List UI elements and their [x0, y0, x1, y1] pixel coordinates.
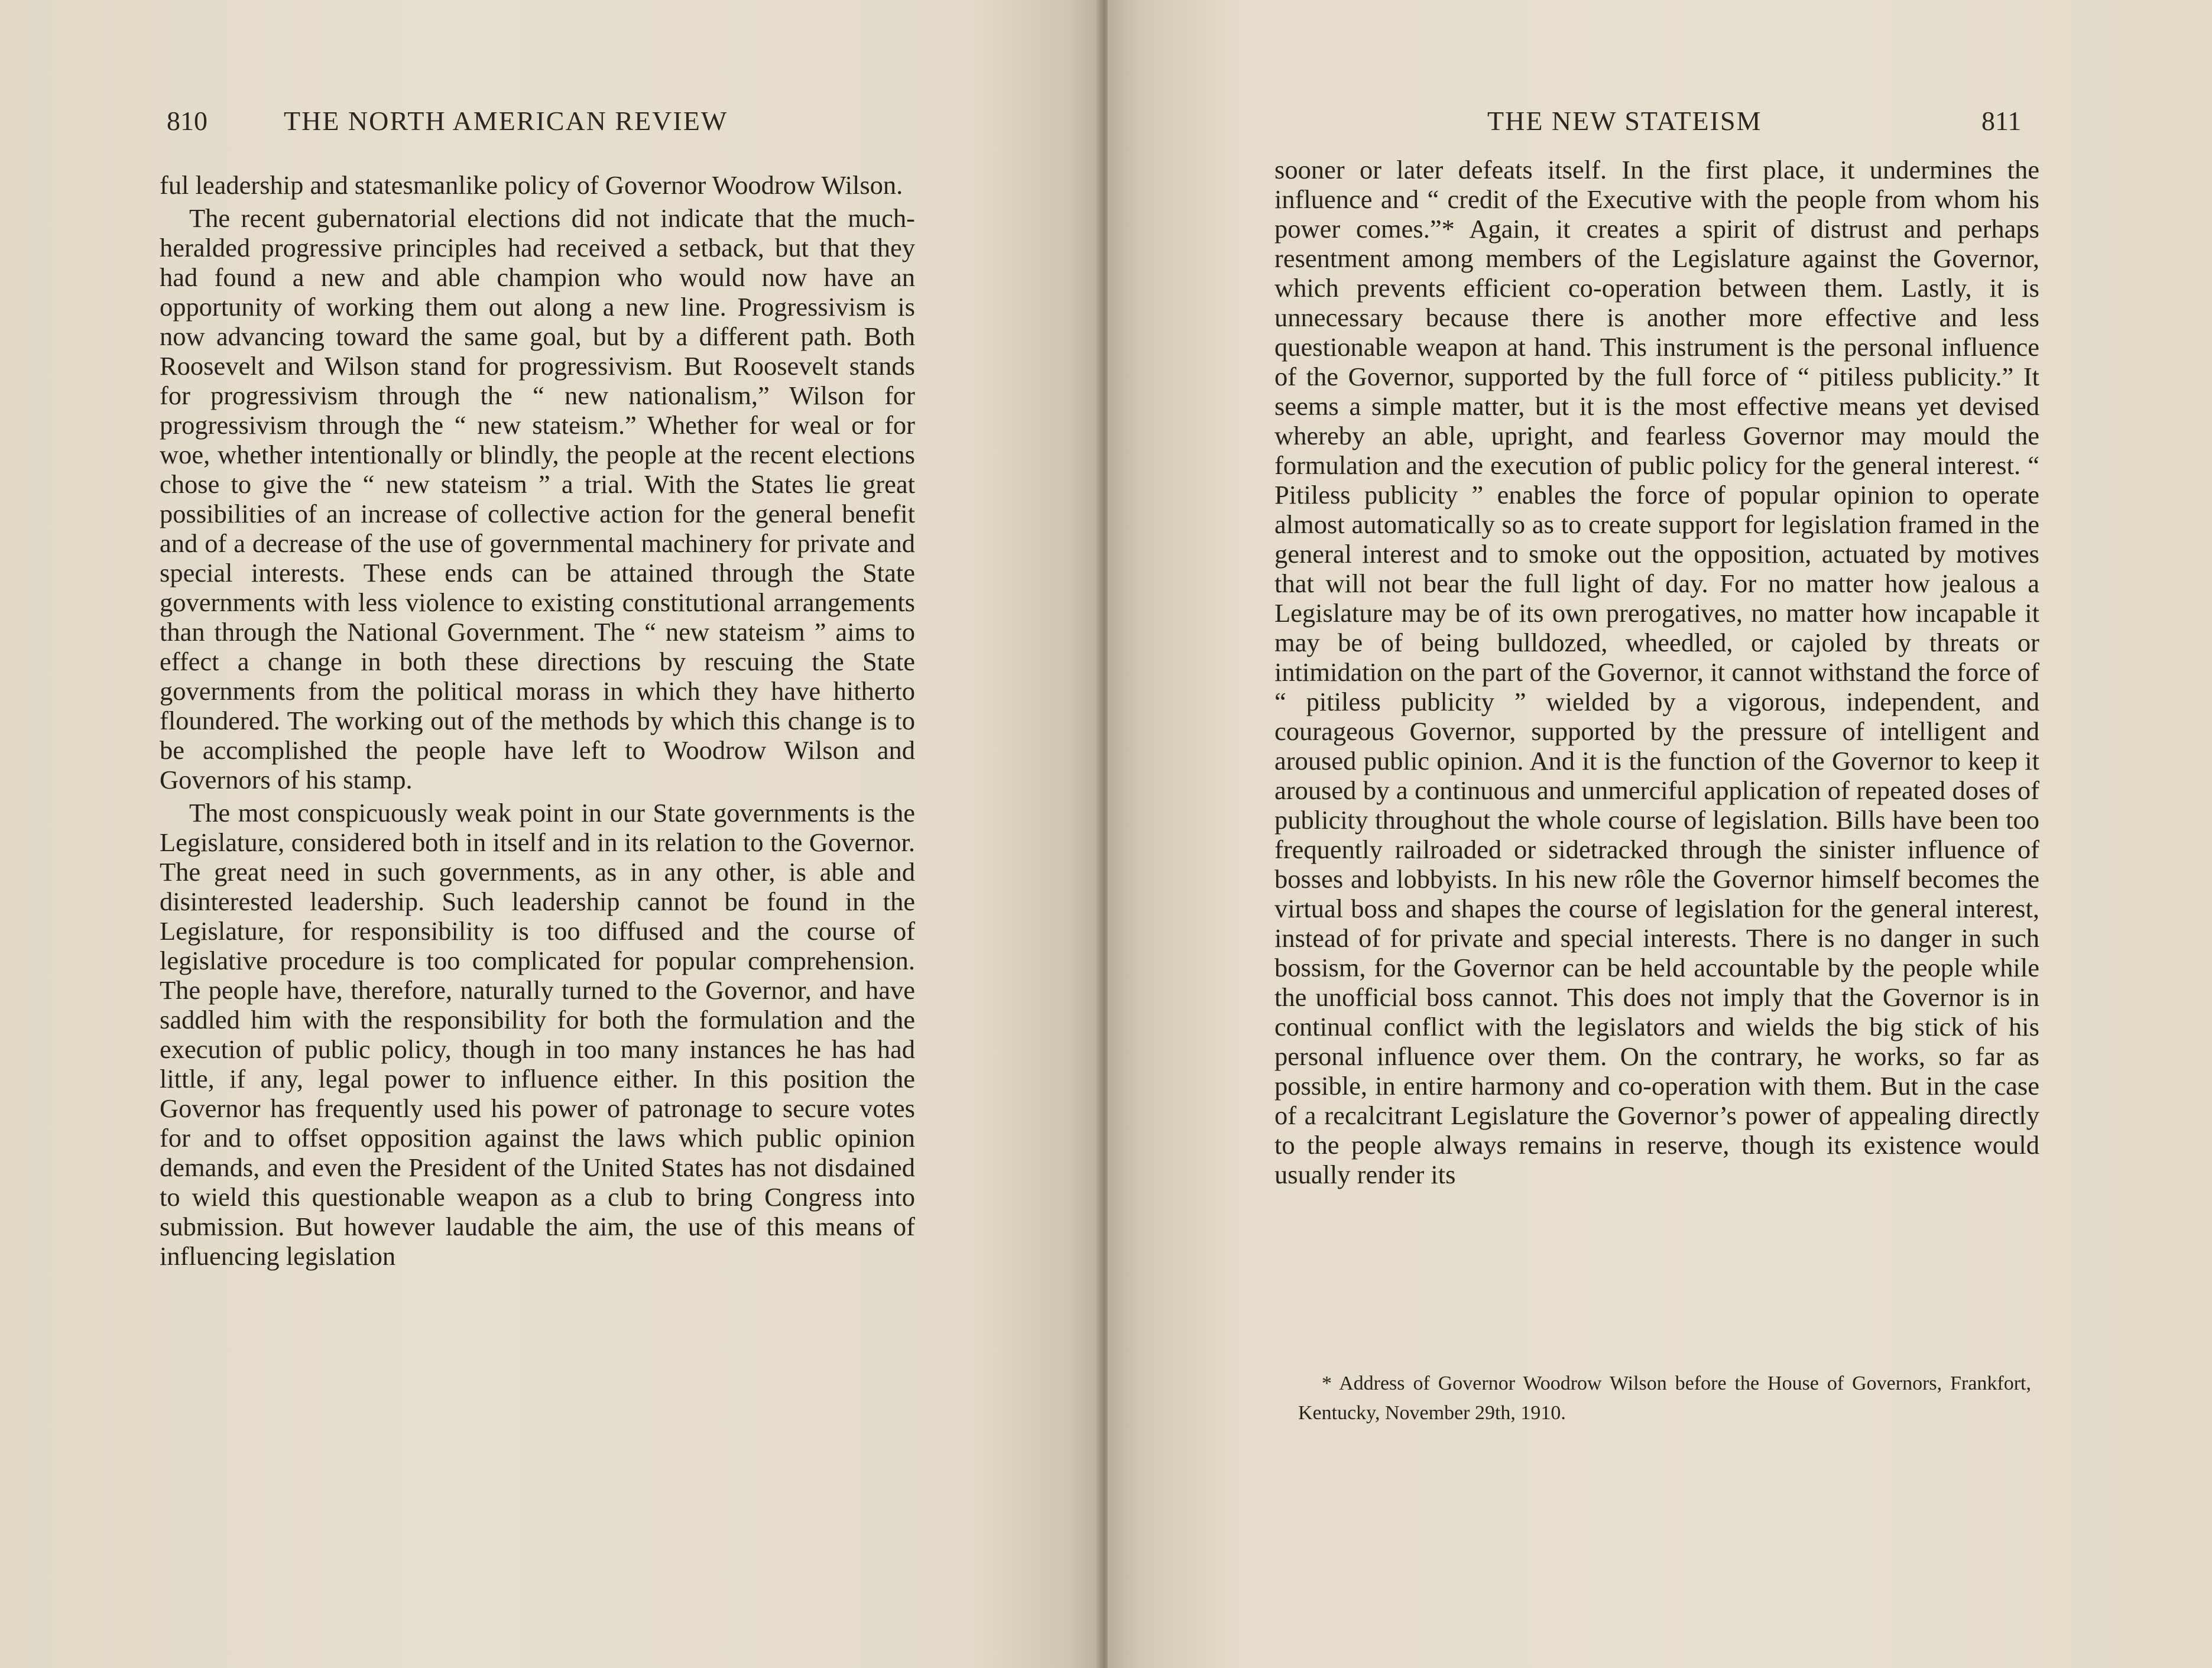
left-body-text	[160, 170, 915, 1271]
footnote: * Address of Governor Woodrow Wilson before the House of Governors, Frankfort, Kentucky, November 29th, 1910.	[1298, 1372, 2031, 1424]
paragraph: ful leadership and statesmanlike policy of Governor Woodrow Wilson.	[160, 170, 903, 200]
paragraph: The most conspicuously weak point in our State governments is the Legislature, considered both in itself and in its relation to the Governor. The great need in such governments, as in any other, is able and disinterested leadership. Such leadership cannot be found in the Legislature, for responsibility is too diffused and the course of legislative procedure is too complicated for popular comprehension. The people have, therefore, naturally turned to the Governor, and have saddled him with the responsibility for both the formulation and the execution of public policy, though in too many instances he has had little, if any, legal power to influence either. In this position the Governor has frequently used his power of patronage to secure votes for and to offset opposition against the laws which public opinion demands, and even the President of the United States has not disdained to wield this questionable weapon as a club to bring Congress into submission. But however laudable the aim, the use of this means of influencing legislation	[160, 798, 915, 1271]
right-page-number: 811	[1981, 106, 2022, 136]
right-page	[1108, 0, 2212, 1668]
paragraph: The recent gubernatorial elections did not indicate that the much-heralded progressive principles had received a setback, but that they had found a new and able champion who would now have an opportunity of working them out along a new line. Progressivism is now advancing toward the same goal, but by a different path. Both Roosevelt and Wilson stand for progressivism. But Roosevelt stands for progressivism through the “ new nationalism,” Wilson for progressivism through the “ new stateism.” Whether for weal or for woe, whether intentionally or blindly, the people at the recent elections chose to give the “ new stateism ” a trial. With the States lie great possibilities of an increase of collective action for the general benefit and of a decrease of the use of governmental machinery for private and special interests. These ends can be attained through the State governments with less violence to existing constitutional arrangements than through the National Government. The “ new stateism ” aims to effect a change in both these directions by rescuing the State governments from the political morass in which they have hitherto floundered. The working out of the methods by which this change is to be accomplished the people have left to Woodrow Wilson and Governors of his stamp.	[160, 203, 915, 794]
right-body-text	[1274, 155, 2039, 1189]
paragraph: sooner or later defeats itself. In the first place, it undermines the influence and “ credit of the Executive with the people from whom his power comes.”* Again, it creates a spirit of distrust and perhaps resentment among members of the Legislature against the Governor, which prevents efficient co-operation between them. Lastly, it is unnecessary because there is another more effective and less questionable weapon at hand. This instrument is the personal influence of the Governor, supported by the full force of “ pitiless publicity.” It seems a simple matter, but it is the most effective means yet devised whereby an able, upright, and fearless Governor may mould the formulation and the execution of public policy for the general interest. “ Pitiless publicity ” enables the force of popular opinion to operate almost automatically so as to create support for legislation framed in the general interest and to smoke out the opposition, actuated by motives that will not bear the full light of day. For no matter how jealous a Legislature may be of its own prerogatives, no matter how incapable it may be of being bulldozed, wheedled, or cajoled by threats or intimidation on the part of the Governor, it cannot withstand the force of “ pitiless publicity ” wielded by a vigorous, independent, and courageous Governor, supported by the pressure of intelligent and aroused public opinion. And it is the function of the Governor to keep it aroused by a continuous and unmerciful application of repeated doses of publicity throughout the whole course of legislation. Bills have been too frequently railroaded or sidetracked through the sinister influence of bosses and lobbyists. In his new rôle the Governor himself becomes the virtual boss and shapes the course of legislation for the general interest, instead of for private and special interests. There is no danger in such bossism, for the Governor can be held accountable by the people while the unofficial boss cannot. This does not imply that the Governor is in continual conflict with the legislators and wields the big stick of his personal influence over them. On the contrary, he works, so far as possible, in entire harmony and co-operation with them. But in the case of a recalcitrant Legislature the Governor’s power of appealing directly to the people always remains in reserve, though its existence would usually render its	[1274, 155, 2039, 1189]
right-running-head: THE NEW STATEISM	[1487, 106, 1762, 136]
left-running-head: THE NORTH AMERICAN REVIEW	[284, 106, 728, 136]
left-page-number: 810	[167, 106, 207, 136]
left-page	[0, 0, 1101, 1668]
